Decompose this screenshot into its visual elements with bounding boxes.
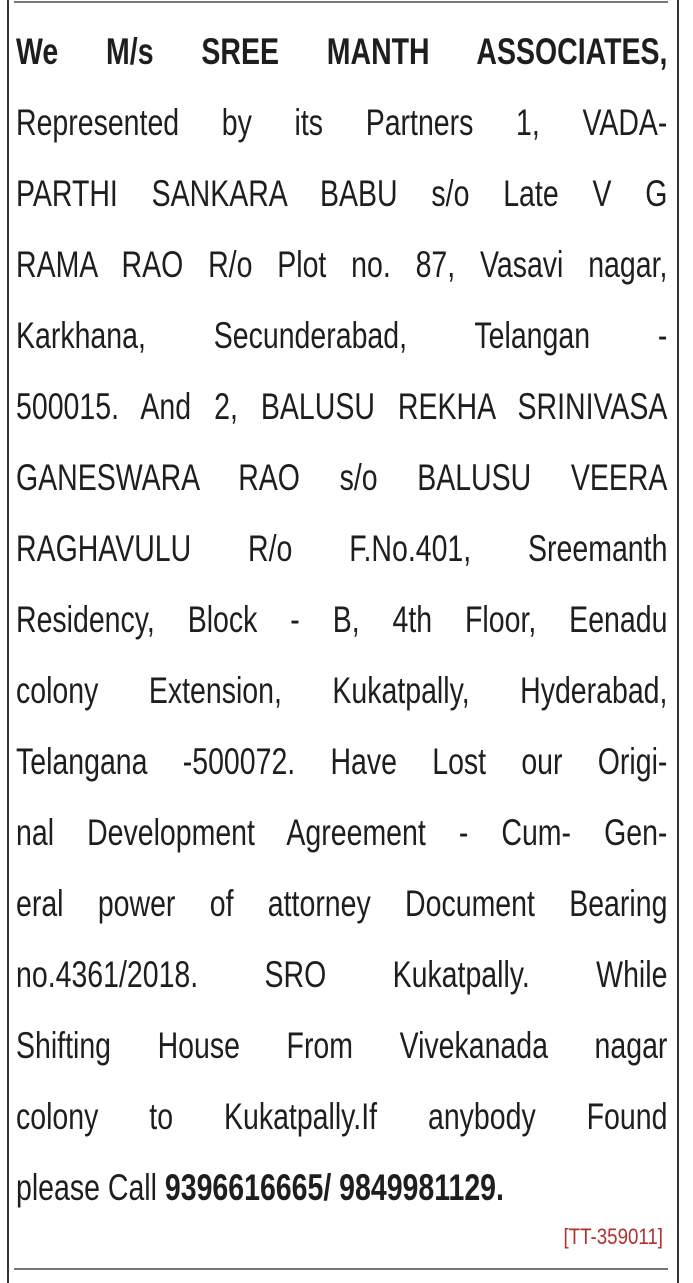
notice-line: Residency, Block - B, 4th Floor, Eenadu: [16, 599, 668, 640]
contact-line: [16, 1152, 667, 1223]
notice-line: Karkhana, Secunderabad, Telangan -: [16, 315, 668, 356]
notice-line: Represented by its Partners 1, VADA-: [16, 102, 668, 143]
notice-line: no.4361/2018. SRO Kukatpally. While: [16, 954, 668, 995]
notice-line: Shifting House From Vivekanada nagar: [16, 1025, 668, 1066]
notice-heading: We M/s SREE MANTH ASSOCIATES,: [16, 31, 668, 72]
phone-numbers: 9396616665/ 9849981129.: [164, 1167, 504, 1208]
notice-line: PARTHI SANKARA BABU s/o Late V G: [16, 173, 668, 214]
notice-line: GANESWARA RAO s/o BALUSU VEERA: [16, 457, 668, 498]
notice-line: colony to Kukatpally.If anybody Found: [16, 1096, 668, 1137]
notice-line: colony Extension, Kukatpally, Hyderabad,: [16, 670, 668, 711]
reference-code: [TT-359011]: [563, 1224, 663, 1249]
notice-line: 500015. And 2, BALUSU REKHA SRINIVASA: [16, 386, 668, 427]
notice-line: nal Development Agreement - Cum- Gen-: [16, 812, 668, 853]
notice-line: Telangana -500072. Have Lost our Origi-: [16, 741, 668, 782]
notice-line: RAMA RAO R/o Plot no. 87, Vasavi nagar,: [16, 244, 668, 285]
notice-line: eral power of attorney Document Bearing: [16, 883, 668, 924]
notice-line: RAGHAVULU R/o F.No.401, Sreemanth: [16, 528, 668, 569]
notice-body: [16, 16, 693, 1223]
contact-prefix: please Call: [16, 1167, 165, 1208]
bottom-rule: [14, 1268, 668, 1270]
top-rule: [14, 1, 668, 3]
